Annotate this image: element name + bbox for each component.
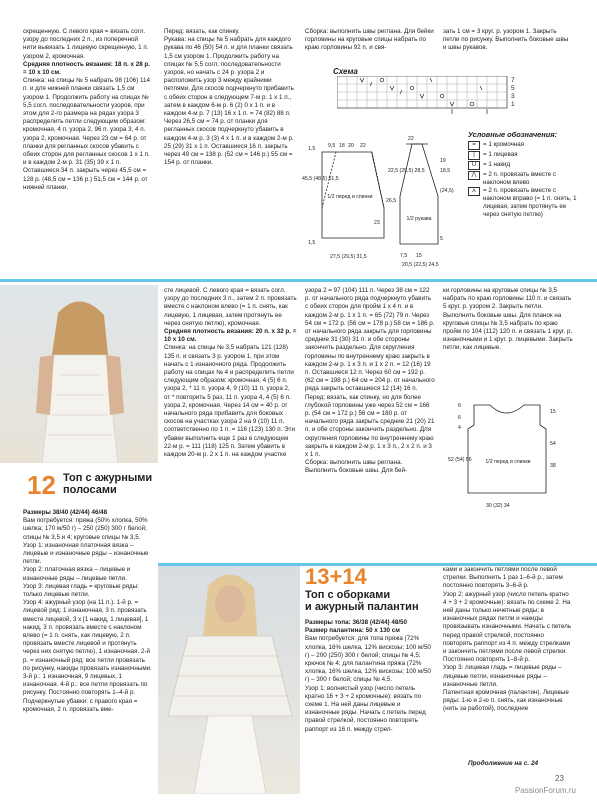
continued-note: Продолжение на с. 24	[468, 760, 539, 767]
s13-col2-paragraph: Узор 2: ажурный узор (число петель кратно 4 + 3 + 2 кромочные): вязать по схеме 2. На ней даны только нечетные ряды; в изнаночных рядах петли и накиды провязывать изнаночными. Начать с петель перед правой стрелкой, постоянно повторять раппорт из 4 п. между стрелками и закончить петлями после левой стрелки. Постоянно повторять 1–8-й р.	[443, 590, 573, 664]
pattern12-label: 1/2 перед и спинки	[485, 459, 531, 465]
top-col-1	[23, 28, 153, 192]
photo-placeholder-12	[0, 285, 158, 463]
svg-text:(24,5): (24,5)	[440, 188, 454, 194]
knit-stitch-icon: |	[468, 151, 480, 160]
pattern-title-12: Топ с ажурными полосами	[63, 472, 153, 496]
pattern-title-13-14: Топ с оборками и ажурный палантин	[305, 589, 419, 613]
s13-col1-paragraph: Размеры топа: 36/38 (42/44) 48/50	[305, 619, 408, 626]
page-number: 23	[555, 774, 564, 783]
s12-col3-paragraph: Сборка: выполнить швы реглана. Выполнить боковые швы. Для бей-	[305, 459, 408, 475]
edge-stitch-icon: =	[468, 141, 480, 150]
svg-text:19: 19	[440, 158, 446, 164]
s12-col-4	[443, 287, 573, 353]
svg-text:23: 23	[374, 220, 380, 226]
top-col1-paragraph: Спинка: на спицы № 5 набрать 98 (106) 114 п. и для нижней планки связать 1,5 см узором 1. Продолжить работу на спицах № 5,5 согл. последовательности узоров, при этом для 2-го размера на рядах узора 3 распределить петли следующим образом: кромочная, 4 п. узора 2, 96 п. узора 3, 4 п. узора 2, кромочная. Через 23 см = 64 р. от планки для регланных скосов убавить с обеих сторон для регланных скосов 1 х 1 п. и в каждом 2-м р. 31 (35) 39 х 1 п. Оставшиеся 34 п. закрыть через 45,5 см = 128 р. (48,5 см = 136 р.) 51,5 см = 144 р. от нижней планки.	[23, 77, 152, 191]
top-col-3	[305, 28, 435, 53]
legend-item-edge: = = 1 кромочная	[468, 141, 578, 150]
scheme-row-1: 1	[511, 101, 515, 108]
s13-col1-paragraph: Узор 1: волнистый узор (число петель кратно 16 + 3 + 2 кромочные): вязать по схеме 1. На ней даны лицевые и изнаночные ряды. Начать с петель перед правой стрелкой, постоянно повторять раппорт из 16 п. между стрел-	[305, 684, 428, 733]
svg-text:6: 6	[458, 403, 461, 409]
s12-col2-paragraph: Средняя плотность вязания: 20 п. х 32 р. = 10 х 10 см.	[164, 328, 299, 344]
svg-text:5: 5	[440, 236, 443, 242]
site-watermark: PassionForum.ru	[515, 786, 576, 795]
s12-col-3	[305, 287, 435, 476]
svg-text:20,5 (22,5) 24,5: 20,5 (22,5) 24,5	[402, 262, 439, 268]
knitting-scheme	[337, 76, 515, 116]
svg-text:15: 15	[550, 409, 556, 415]
svg-text:6: 6	[458, 415, 461, 421]
s12-col3-paragraph: узора 2 = 97 (104) 111 п. Через 38 см = 122 р. от начального ряда подчеркнуто убавить с обеих сторон для пройм 1 х 4 п. и в каждом 2-м р. 1 х 1 п. = 65 (72) 79 п. Через 54 см = 172 р. (56 см = 178 р.) 58 см = 186 р. от начального ряда закрыть для горловины средние 31 (30) 31 п. и обе стороны закончить раздельно. Для скругления горловины по внутреннему краю закрыть в каждом 2-м р. 1 х 3 п. и 1 х 2 п. = 12 (16) 19 п. Оставшиеся 12 п. Через 60 см = 192 р. (62 см = 198 р.) 64 см = 204 р. от начального ряда закрыть оставшиеся 12 (14) 16 п.	[305, 287, 437, 393]
top-col2-paragraph: Рукава: на спицы № 5 набрать для каждого рукава по 46 (50) 54 п. и для планки связать 1,5 см узором 1. Продолжить работу на спицах № 5,5 согл. последовательности узоров, но начать с 24 р. узора 2 и расположить узор 3 между крайними петлями. Для скосов подчеркнуто прибавить с обеих сторон в следующем 7-м р. 1 х 1 п., затем в каждом 6-м р. 6 (2) 0 х 1 п. и в каждом 4-м р. 7 (13) 16 х 1 п. = 74 (82) 88 п. Через 26,5 см = 74 р. от планки для регланных скосов подчеркнуто убавить в каждом 4-м р. 3 (3) 4 х 1 п. и в каждом 2-м р. 25 (29) 31 х 1 п. Оставшиеся 16 п. закрыть через 49 см = 138 р. (52 см = 146 р.) 55 см = 154 р. от планки.	[164, 36, 296, 167]
pattern1-label-sleeve: 1/2 рукава	[406, 216, 432, 222]
s12-col-1	[23, 509, 153, 714]
s12-col2-paragraph: Спинка: на спицы № 3,5 набрать 121 (128) 135 п. и связать 3 р. узором 1, при этом начать с 1 изнаночного ряда. Продолжить работу на спицах № 4 и распределить петли следующим образом: кромочная, 4 (5) 6 п. узора 2, * 11 п. узора 4, 9 (10) 11 п. узора 2, от * повторить 5 раз, 11 п. узора 4, 4 (5) 6 п. узора 2, кромочная. Через 14 см = 40 р. от начального ряда прибавить для боковых скосов на участках узора 2 на 9 (10) 11 п. соответственно по 1 п. = 116 (123) 130 п. Эти убавки выполнить еще 1 раз в следующем 22-м р. = 111 (118) 125 п. Затем убавить в каждом 20-м р. 2 х 1 п. на каждом участке	[164, 344, 297, 459]
svg-text:30 (32) 34: 30 (32) 34	[486, 503, 510, 509]
pattern-number-12: 12	[27, 470, 56, 500]
s12-col1-paragraph: Размеры 38/40 (42/44) 46/48	[23, 509, 108, 516]
s12-col-2	[164, 287, 297, 459]
scheme-title: Схема	[333, 67, 358, 76]
s12-col4-paragraph: ки горловины на круговые спицы № 3,5 набрать по краю горловины 110 п. и связать 5 круг. р. узором 2. Закрыть петли. Выполнить боковые швы. Для планок на круговые спицы № 3,5 набрать по краю пройм по 104 (112) 120 п. и связать 1 круг. р. изнаночными и 1 круг. р. лицевыми. Закрыть петли, как лицевые.	[443, 287, 575, 352]
pattern1-label-front-back: 1/2 перед и спинки	[327, 194, 373, 200]
top-col1-paragraph: скрещенную. С левого края = вязать согл. узору до последних 2 п., из поперечной нити вывязать 1 лицевую скрещенную, 1 п. узором 2, кромочная.	[23, 28, 151, 60]
svg-text:20: 20	[348, 143, 354, 149]
svg-text:45,5 (48,5) 51,5: 45,5 (48,5) 51,5	[302, 176, 339, 182]
svg-text:1,5: 1,5	[308, 240, 316, 246]
photo-placeholder-13	[158, 566, 300, 794]
s13-col-2	[443, 566, 573, 714]
s13-col-1	[305, 619, 435, 734]
s12-col3-paragraph: Перед: вязать, как спинку, но для более глубокой горловины уже через 52 см = 166 р. (54 см = 172 р.) 56 см = 180 р. от начального ряда закрыть средние 21 (20) 21 п. и обе стороны закончить раздельно. Для скругления горловины по внутреннему краю закрыть в каждом 2-м р. 1 х 3 п., 2 х 2 п. и 3 х 1 п.	[305, 393, 437, 459]
pattern-schematic-1	[300, 132, 470, 277]
svg-text:52 (54) 56: 52 (54) 56	[448, 457, 472, 463]
svg-text:27,5 (29,5) 31,5: 27,5 (29,5) 31,5	[330, 254, 367, 260]
svg-text:7,5: 7,5	[400, 253, 408, 259]
s13-col2-paragraph: Узор 3: лицевая гладь = лицевые ряды – лицевые петли, изнаночные ряды – изнаночные петли.	[443, 664, 564, 688]
legend	[468, 131, 578, 220]
decrease-left-icon: ⋀	[468, 171, 480, 180]
svg-text:22,5 (25,5) 28,5: 22,5 (25,5) 28,5	[388, 168, 425, 174]
legend-item-k2tog-right: ⋏ = 2 п. провязать вместе с наклоном вправо (= 1 п. снять, 1 лицевая, затем протянуть ее через снятую петлю)	[468, 187, 578, 218]
s12-col1-paragraph: Подчеркнутые убавки: с правого края = кромочная, 2 п. провязать вме-	[23, 697, 140, 713]
s12-col1-paragraph: Узор 2: платочная вязка – лицевые и изнаночные ряды – лицевые петли.	[23, 566, 133, 582]
svg-text:38: 38	[550, 463, 556, 469]
s13-col2-paragraph: ками и закончить петлями после левой стрелки. Выполнить 1 раз 1–6-й р., затем постоянно повторять 3–6-й р.	[443, 566, 565, 590]
scheme-row-numbers	[511, 77, 515, 109]
yarn-over-icon: U	[468, 161, 480, 170]
svg-text:1,5: 1,5	[308, 146, 316, 152]
svg-text:15: 15	[416, 253, 422, 259]
s12-col1-paragraph: Вам потребуется: пряжа (50% хлопка, 50% шелка; 170 м/50 г) – 250 (250) 300 г белой; спицы № 3,5 и 4; круговые спицы № 3,5.	[23, 517, 150, 541]
scheme-row-7: 7	[511, 77, 515, 84]
model-photo-13	[158, 566, 300, 794]
legend-item-yarnover: U = 1 накид	[468, 161, 578, 170]
top-col4-paragraph: зать 1 см = 3 круг. р. узором 1. Закрыть петли по рисунку. Выполнить боковые швы и швы рукавов.	[443, 28, 571, 52]
svg-text:26,5: 26,5	[386, 198, 397, 204]
svg-text:18,5: 18,5	[440, 168, 451, 174]
svg-text:22: 22	[408, 136, 414, 142]
svg-text:22: 22	[360, 143, 366, 149]
model-photo-12	[0, 285, 158, 463]
top-col2-paragraph: Перед: вязать, как спинку.	[164, 28, 240, 35]
s13-col1-paragraph: Вам потребуется: для топа пряжа (72% хлопка, 16% шелка, 12% вискозы; 100 м/50 г) – 200 (250) 300 г белой; спицы № 4,5; крючок № 4; для палантина пряжа (72% хлопка, 16% шелка, 12% вискозы; 100 м/50 г) – 300 г белой; спицы № 4,5.	[305, 635, 433, 684]
pattern-schematic-12	[446, 385, 576, 515]
top-col3-paragraph: Сборка: выполнить швы реглана. Для бейки горловины на круговые спицы набрать по краю горловины 92 п. и свя-	[305, 28, 436, 52]
s12-col1-paragraph: Узор 3: лицевая гладь = круговые ряды: только лицевые петли.	[23, 582, 141, 599]
top-col-2	[164, 28, 297, 167]
section-divider-1	[0, 279, 597, 282]
svg-text:4: 4	[458, 425, 461, 431]
s12-col2-paragraph: сте лицевой. С левого края = вязать согл. узору до последних 3 п., затем 2 п. провязать вместе с наклоном влево (= 1 п. снять, как лицевую, 1 лицевая, затем протянуть ее через снятую петлю), кромочная.	[164, 287, 299, 327]
s13-col1-paragraph: Размер палантина: 50 х 130 см	[305, 627, 400, 635]
svg-text:54: 54	[550, 441, 556, 447]
legend-item-k2tog-left: ⋀ = 2 п. провязать вместе с наклоном влево	[468, 171, 578, 187]
top-col1-paragraph: Средняя плотность вязания: 18 п. х 28 р. = 10 х 10 см.	[23, 60, 152, 77]
legend-item-knit: | = 1 лицевая	[468, 151, 578, 160]
s13-col2-paragraph: Патентная кромочная (палантин). Лицевые ряды: 1-ю и 2-ю п. снять, как изнаночные (нить за работой), последние	[443, 689, 571, 713]
top-col-4	[443, 28, 573, 53]
scheme-row-3: 3	[511, 93, 515, 100]
decrease-right-icon: ⋏	[468, 187, 480, 196]
s12-col1-paragraph: Узор 4: ажурный узор (на 11 п.). 1-й р. = лицевой ряд: 1 изнаночная, 3 п. провязать вместе лицевой, 3 х [1 накид, 1 лицевая], 1 накид, 3 п. провязать вместе с наклоном влево (= 1 п. снять, как лицевую, 2 п. провязать вместе лицевой и протянуть через них снятую петлю), 1 изнаночная. 2-й р. = изнаночный ряд: все петли провязать по рисунку, накиды провязать изнаночными. 3-й р.: 1 изнаночная, 9 лицевых, 1 изнаночная. 4-й р.: все петли провязать по рисунку. Постоянно повторять 1–4-й р.	[23, 599, 154, 697]
pattern-number-13-14: 13+14	[305, 564, 367, 589]
svg-text:9,5: 9,5	[328, 143, 336, 149]
svg-text:18: 18	[339, 143, 345, 149]
s12-col1-paragraph: Узор 1: изнаночная платочная вязка – лицевые и изнаночные ряды – изнаночные петли.	[23, 541, 151, 566]
scheme-row-5: 5	[511, 85, 515, 92]
legend-title: Условные обозначения:	[468, 130, 558, 139]
